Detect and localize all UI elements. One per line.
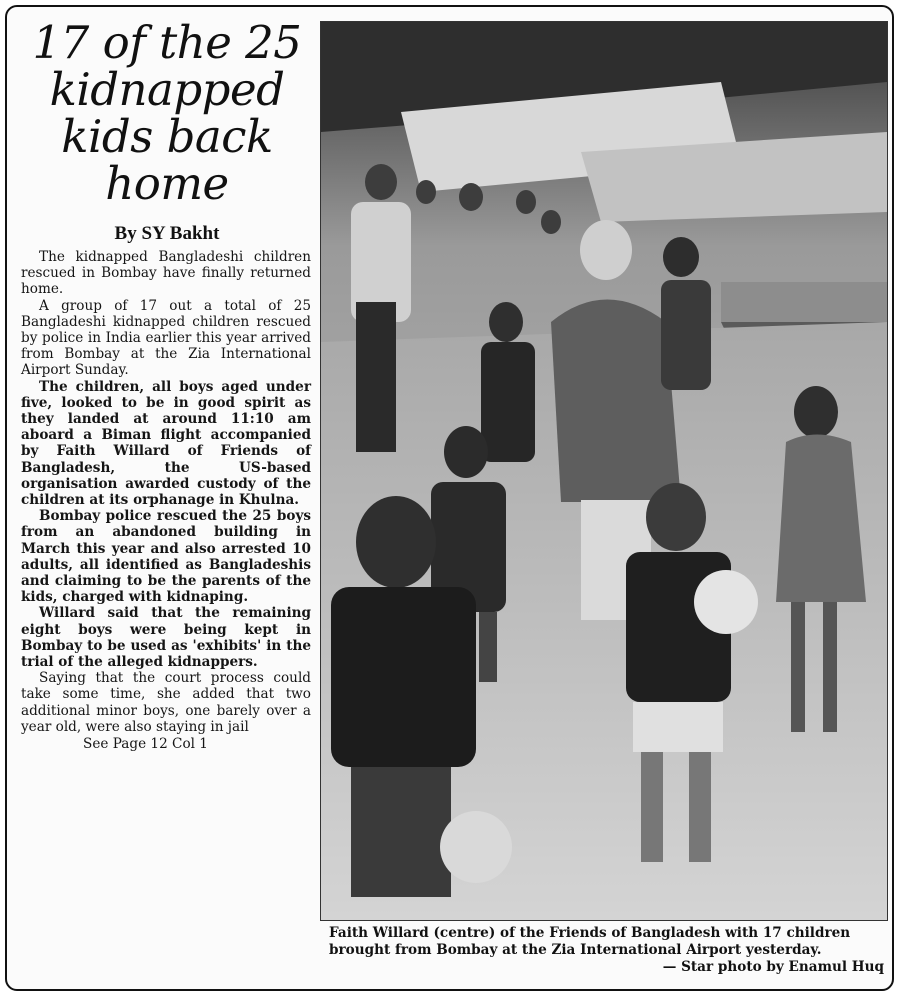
news-photo	[320, 21, 888, 921]
headline-line: 17 of the 25	[32, 16, 302, 69]
photo-credit: — Star photo by Enamul Huq	[662, 959, 884, 975]
headline-line: home	[105, 157, 229, 210]
article-column	[19, 15, 315, 985]
photo-illustration	[321, 22, 887, 920]
paragraph: Bombay police rescued the 25 boys from an abandoned building in March this year and also arrested 10 adults, all identified as Bangladeshis and claiming to be the parents of the kids, charged with kidnaping.	[21, 508, 311, 606]
caption-text: Faith Willard (centre) of the Friends of Bangladesh with 17 children brought from Bombay at the Zia International Airport yesterday.	[329, 925, 851, 958]
paragraph: Saying that the court process could take some time, she added that two additional minor boys, one barely over a year old, were also staying in jail	[21, 670, 311, 735]
paragraph: The kidnapped Bangladeshi children rescued in Bombay have finally returned home.	[21, 249, 311, 298]
headline-line: kidnapped	[49, 63, 285, 116]
paragraph: The children, all boys aged under five, looked to be in good spirit as they landed at around 11:10 am aboard a Biman flight accompanied by Faith Willard of Friends of Bangladesh, the US-based organisation awarded custody of the children at its orphanage in Khulna.	[21, 378, 311, 509]
article-body	[19, 249, 315, 735]
paragraph: A group of 17 out a total of 25 Bangladeshi kidnapped children rescued by police in India earlier this year arrived from Bombay at the Zia International Airport Sunday.	[21, 297, 311, 379]
byline: By SY Bakht	[114, 223, 220, 244]
headline-line: kids back	[61, 110, 273, 163]
continuation-note: See Page 12 Col 1	[83, 736, 208, 753]
newspaper-clipping	[5, 5, 894, 991]
photo-caption	[329, 925, 884, 976]
headline	[19, 16, 315, 210]
paragraph: Willard said that the remaining eight boys were being kept in Bombay to be used as 'exhibits' in the trial of the alleged kidnappers.	[21, 605, 311, 671]
